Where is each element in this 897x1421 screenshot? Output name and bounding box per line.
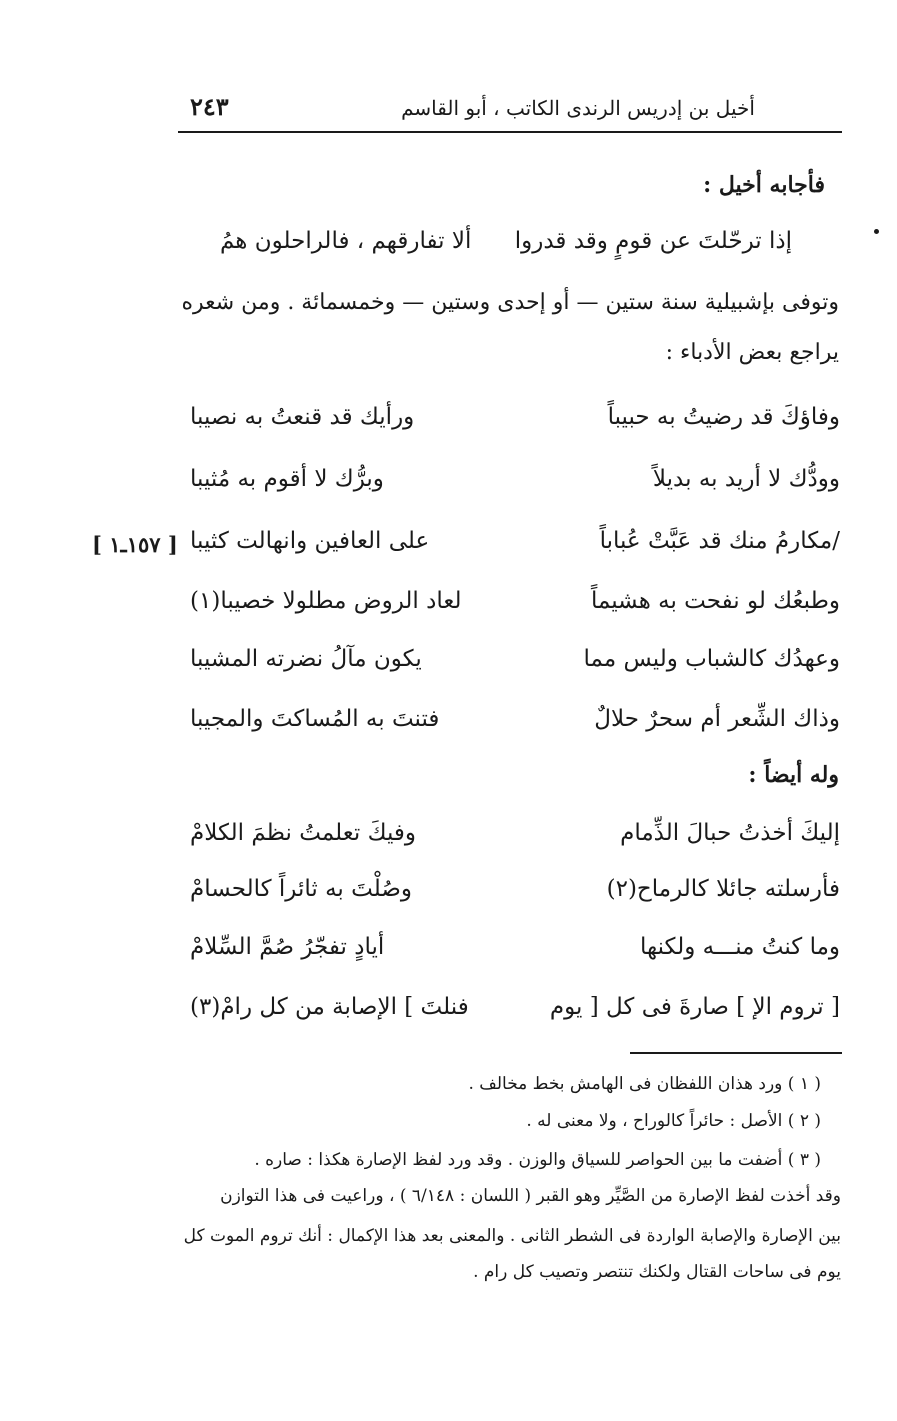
poem1-verse-5 <box>190 646 840 686</box>
page-number: ٢٤٣ <box>190 92 229 121</box>
poem1-verse-3 <box>190 528 840 568</box>
poem1-verse-4-left: لعاد الروض مطلولا خصيبا(١) <box>190 588 462 614</box>
verse-1 <box>190 228 840 268</box>
poem1-verse-2-left: وبرُّك لا أقوم به مُثيبا <box>190 466 384 492</box>
poem1-verse-2 <box>190 466 840 506</box>
poem1-verse-4-right: وطبعُك لو نفحت به هشيماً <box>590 588 840 614</box>
footnote-1: ( ١ ) ورد هذان اللفظان فى الهامش بخط مخالف . <box>468 1074 821 1094</box>
poem2-verse-2-left: وصُلْتَ به ثائراً كالحسامْ <box>190 876 412 902</box>
intro-line-2: وله أيضاً : <box>748 762 839 788</box>
poem1-verse-1 <box>190 404 840 444</box>
running-title: أخيل بن إدريس الرندى الكاتب ، أبو القاسم <box>401 96 755 120</box>
poem2-verse-4 <box>190 994 840 1034</box>
poem2-verse-1-left: وفيكَ تعلمتُ نظمَ الكلامْ <box>190 820 416 846</box>
poem2-verse-2-right: فأرسلته جائلا كالرماح(٢) <box>606 876 840 902</box>
poem1-verse-3-left: على العافين وانهالت كثيبا <box>190 528 430 554</box>
page-header <box>178 92 842 128</box>
poem1-verse-6-right: وذاك الشِّعر أم سحرٌ حلالٌ <box>594 706 840 732</box>
verse-1-right: إذا ترحّلتَ عن قومٍ وقد قدروا <box>514 228 792 254</box>
poem1-verse-2-right: وودُّك لا أريد به بديلاً <box>652 466 840 492</box>
footnote-3-line-2: وقد أخذت لفظ الإصارة من الصَّيِّر وهو القبر ( اللسان : ٦/١٤٨ ) ، وراعيت فى هذا التوازن <box>220 1186 841 1206</box>
marginal-page-ref: [ ١٥٧ـ١ ] <box>92 532 178 557</box>
poem1-verse-5-right: وعهدُك كالشباب وليس مما <box>583 646 840 672</box>
poem2-verse-1 <box>190 820 840 860</box>
poem2-verse-1-right: إليكَ أخذتُ حبالَ الذِّمام <box>620 820 840 846</box>
poem1-verse-4 <box>190 588 840 628</box>
poem1-verse-6 <box>190 706 840 746</box>
poem1-verse-6-left: فتنتَ به المُساكتَ والمجيبا <box>190 706 440 732</box>
poem1-verse-1-right: وفاؤكَ قد رضيتُ به حبيباً <box>607 404 840 430</box>
poem2-verse-3 <box>190 934 840 974</box>
poem2-verse-4-right: [ تروم الإ ] صارةَ فى كل [ يوم <box>549 994 840 1020</box>
footnote-3-line-4: يوم فى ساحات القتال ولكنك تنتصر وتصيب كل رام . <box>473 1262 841 1282</box>
header-rule <box>178 131 842 133</box>
poem1-verse-1-left: ورأيك قد قنعتُ به نصيبا <box>190 404 415 430</box>
footnote-2: ( ٢ ) الأصل : حائراً كالوراح ، ولا معنى له . <box>526 1111 821 1131</box>
poem1-verse-3-right: /مكارمُ منك قد عَبَّتْ عُباباً <box>599 528 840 554</box>
footnote-rule <box>630 1052 842 1054</box>
footnote-3-line-1: ( ٣ ) أضفت ما بين الحواصر للسياق والوزن . وقد ورد لفظ الإصارة هكذا : صاره . <box>254 1150 821 1170</box>
poem2-verse-2 <box>190 876 840 916</box>
poem1-verse-5-left: يكون مآلُ نضرته المشيبا <box>190 646 422 672</box>
poem2-verse-4-left: فنلتَ ] الإصابة من كل رامْ(٣) <box>190 994 469 1020</box>
prose-line-2: يراجع بعض الأدباء : <box>665 340 839 365</box>
poem2-verse-3-left: أيادٍ تفجّرُ صُمَّ السِّلامْ <box>190 934 385 960</box>
poem2-verse-3-right: وما كنتُ منـــه ولكنها <box>639 934 840 960</box>
margin-dot <box>874 229 879 234</box>
prose-line-1: وتوفى بإشبيلية سنة ستين — أو إحدى وستين — وخمسمائة . ومن شعره <box>181 290 839 315</box>
intro-line: فأجابه أخيل : <box>703 172 825 198</box>
footnote-3-line-3: بين الإصارة والإصابة الواردة فى الشطر الثانى . والمعنى بعد هذا الإكمال : أنك تروم الموت كل <box>183 1226 841 1246</box>
verse-1-left: ألا تفارقهم ، فالراحلون همُ <box>220 228 472 254</box>
